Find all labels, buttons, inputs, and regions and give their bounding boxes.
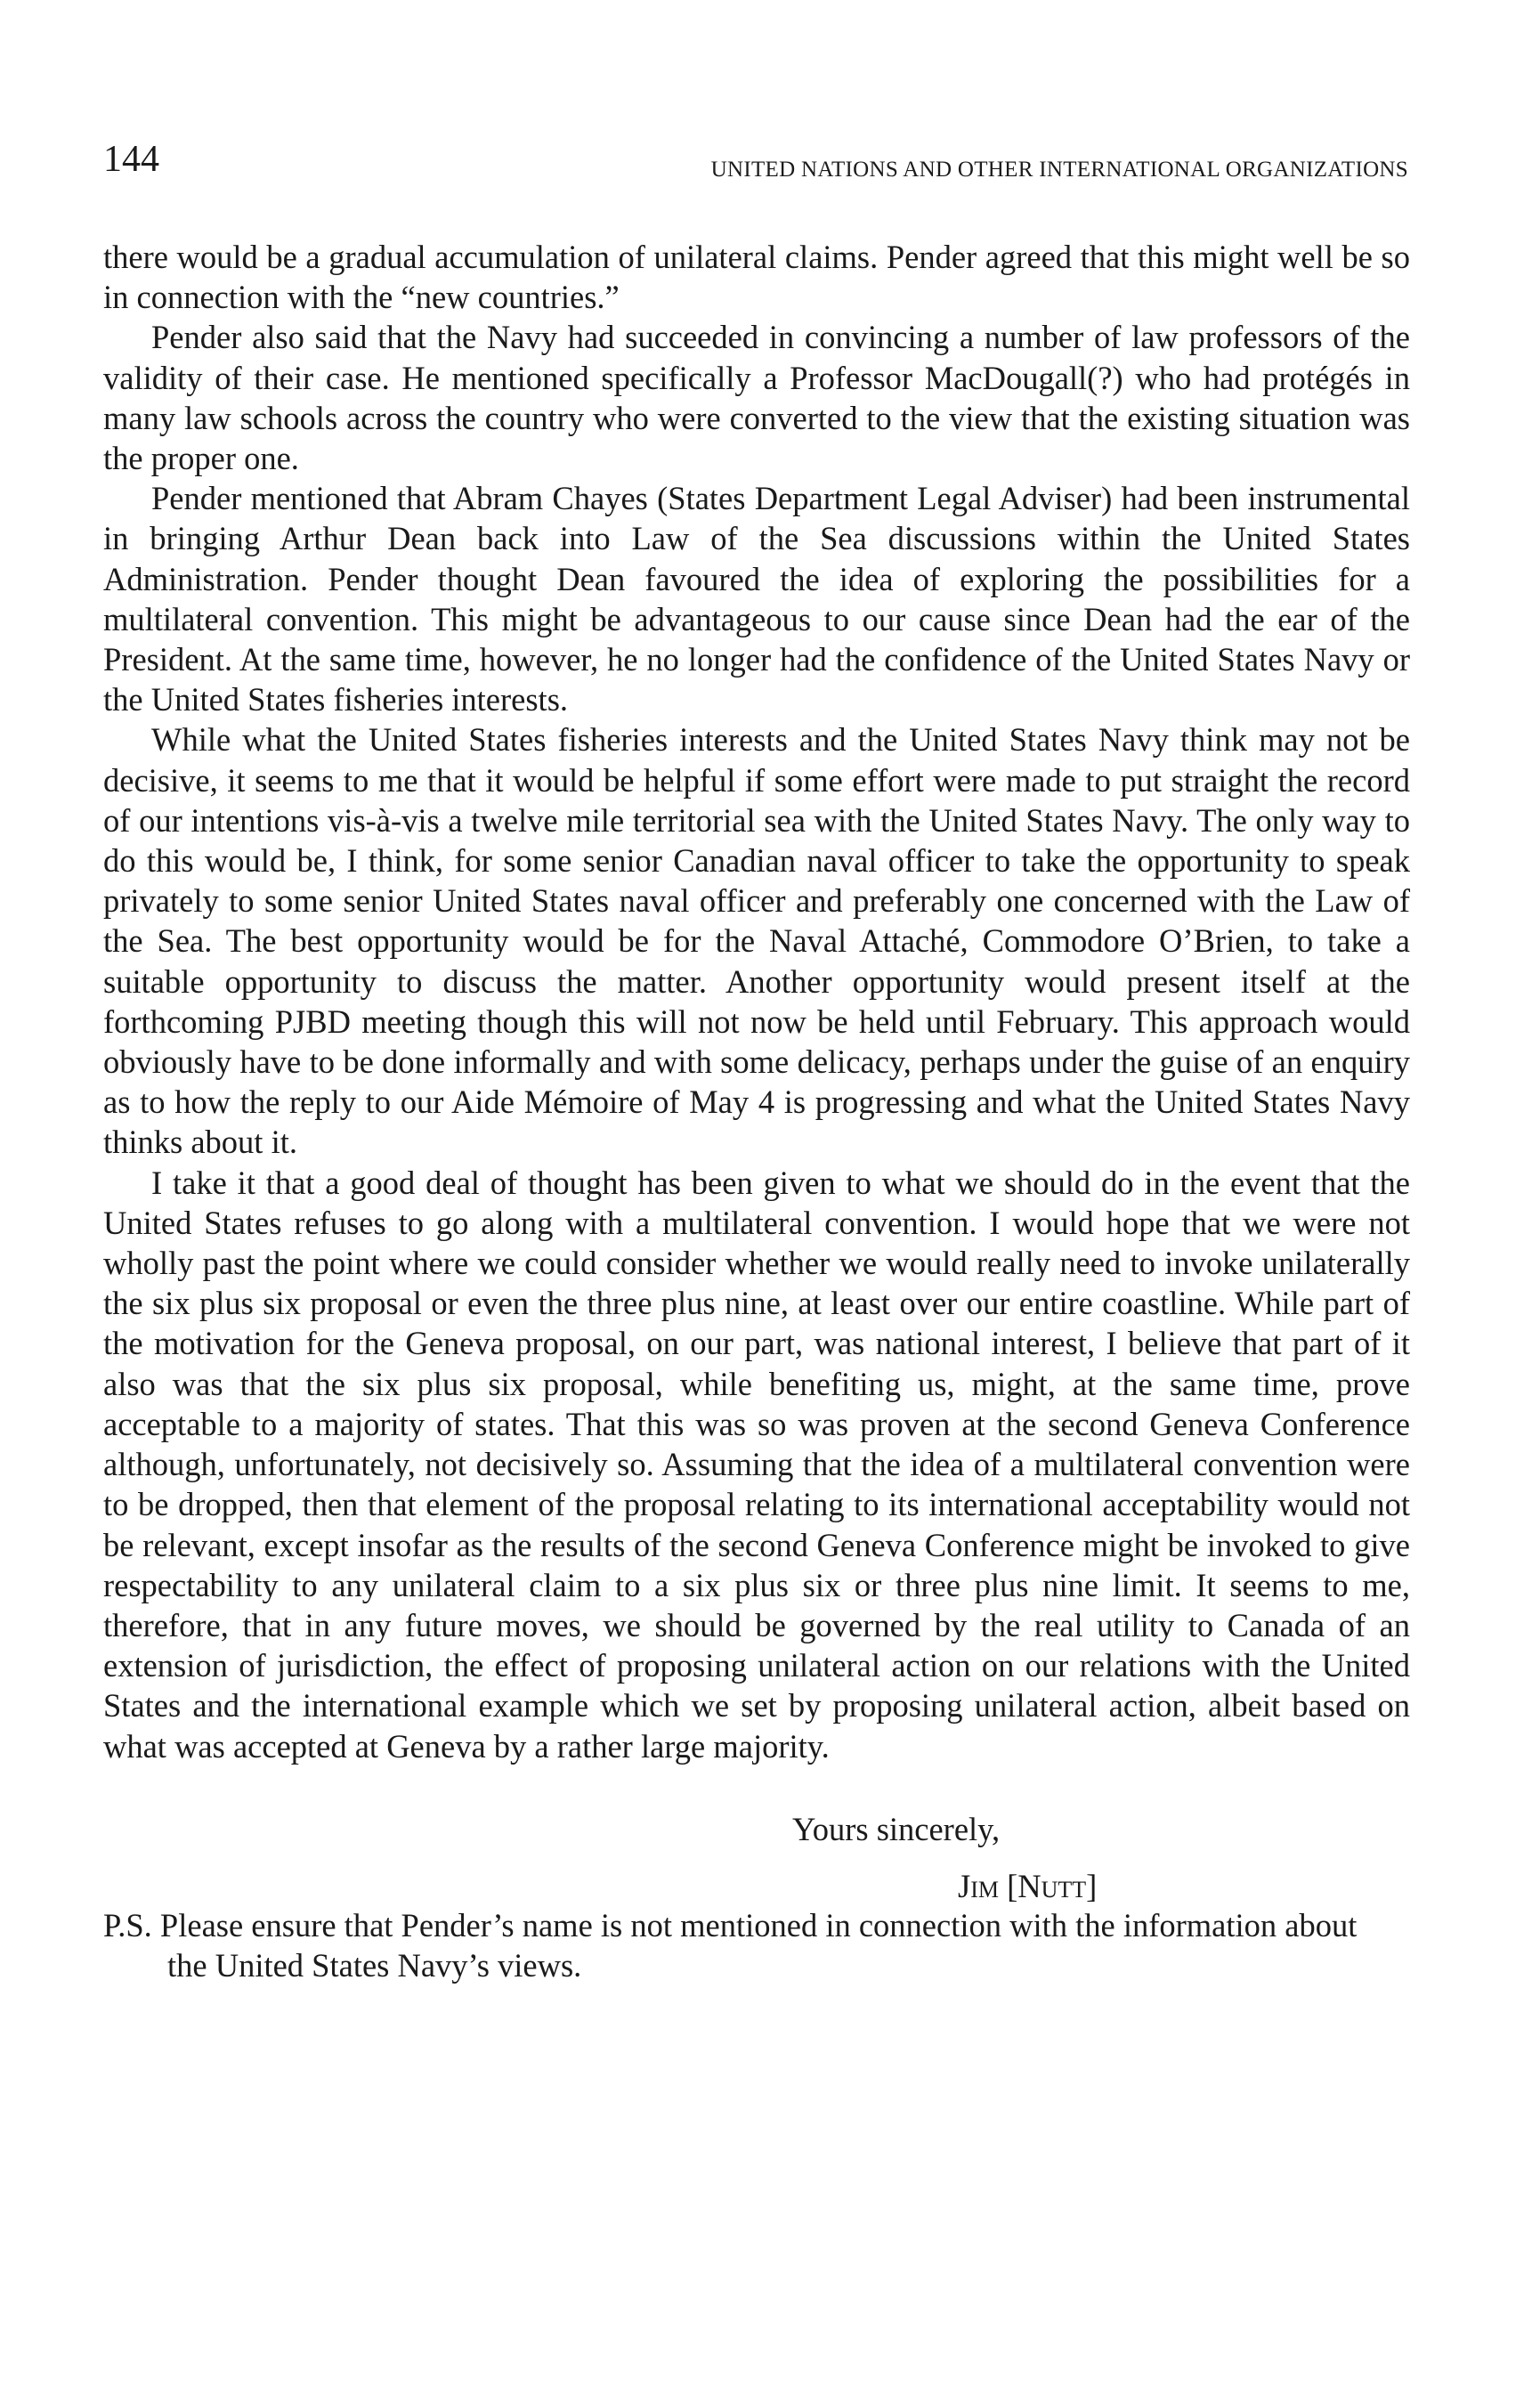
paragraph: While what the United States fisheries interests and the United States Navy think may not be decisive, it seems to me that it would be helpful if some effort were made to put straight the record of our intentions vis-à-vis a twelve mile territorial sea with the United States Navy. The only way to do this would be, I think, for some senior Canadian naval officer to take the opportunity to speak privately to some senior United States naval officer and preferably one concerned with the Law of the Sea. The best opportunity would be for the Naval Attaché, Commodore O’Brien, to take a suitable opportunity to discuss the matter. Another opportunity would present itself at the forthcoming PJBD meeting though this will not now be held until February. This approach would obviously have to be done informally and with some delicacy, perhaps under the guise of an enquiry as to how the reply to our Aide Mémoire of May 4 is progressing and what the United States Navy thinks about it. [103, 721, 1410, 1161]
running-head: UNITED NATIONS AND OTHER INTERNATIONAL ORGANIZATIONS [710, 158, 1408, 182]
paragraph: I take it that a good deal of thought has been given to what we should do in the event that the United States refuses to go along with a multilateral convention. I would hope that we were not wholly past the point where we could consider whether we would really need to invoke unilaterally the six plus six proposal or even the three plus nine, at least over our entire coastline. While part of the motivation for the Geneva proposal, on our part, was national interest, I believe that part of it also was that the six plus six proposal, while benefiting us, might, at the same time, prove acceptable to a majority of states. That this was so was proven at the second Geneva Conference although, unfortunately, not decisively so. Assuming that the idea of a multilateral convention were to be dropped, then that element of the proposal relating to its international acceptability would not be relevant, except insofar as the results of the second Geneva Conference might be invoked to give respectability to any unilateral claim to a six plus six or three plus nine limit. It seems to me, therefore, that in any future moves, we should be governed by the real utility to Canada of an extension of jurisdiction, the effect of proposing unilateral action on our relations with the United States and the international example which we set by proposing unilateral action, albeit based on what was accepted at Geneva by a rather large majority. [103, 1164, 1410, 1765]
paragraph: Pender mentioned that Abram Chayes (States Department Legal Adviser) had been instrumental in bringing Arthur Dean back into Law of the Sea discussions within the United States Administration. Pender thought Dean favoured the idea of exploring the possibilities for a multilateral convention. This might be advantageous to our cause since Dean had the ear of the President. At the same time, however, he no longer had the confidence of the United States Navy or the United States fisheries interests. [103, 480, 1410, 718]
closing-salutation: Yours sincerely, [792, 1811, 1001, 1847]
paragraph: Pender also said that the Navy had succeeded in convincing a number of law professors of the validity of their case. He mentioned specifically a Professor MacDougall(?) who had protégés in many law schools across the country who were converted to the view that the existing situation was the proper one. [103, 319, 1410, 477]
paragraph-continued: there would be a gradual accumulation of unilateral claims. Pender agreed that this might well be so in connection with the “new countries.” [103, 239, 1410, 316]
letter-body [103, 237, 1410, 1766]
postscript: P.S. Please ensure that Pender’s name is not mentioned in connection with the information about the United States Navy’s views. [103, 1907, 1358, 1984]
page-number: 144 [103, 139, 159, 180]
signature: Jim [Nutt] [958, 1868, 1098, 1904]
